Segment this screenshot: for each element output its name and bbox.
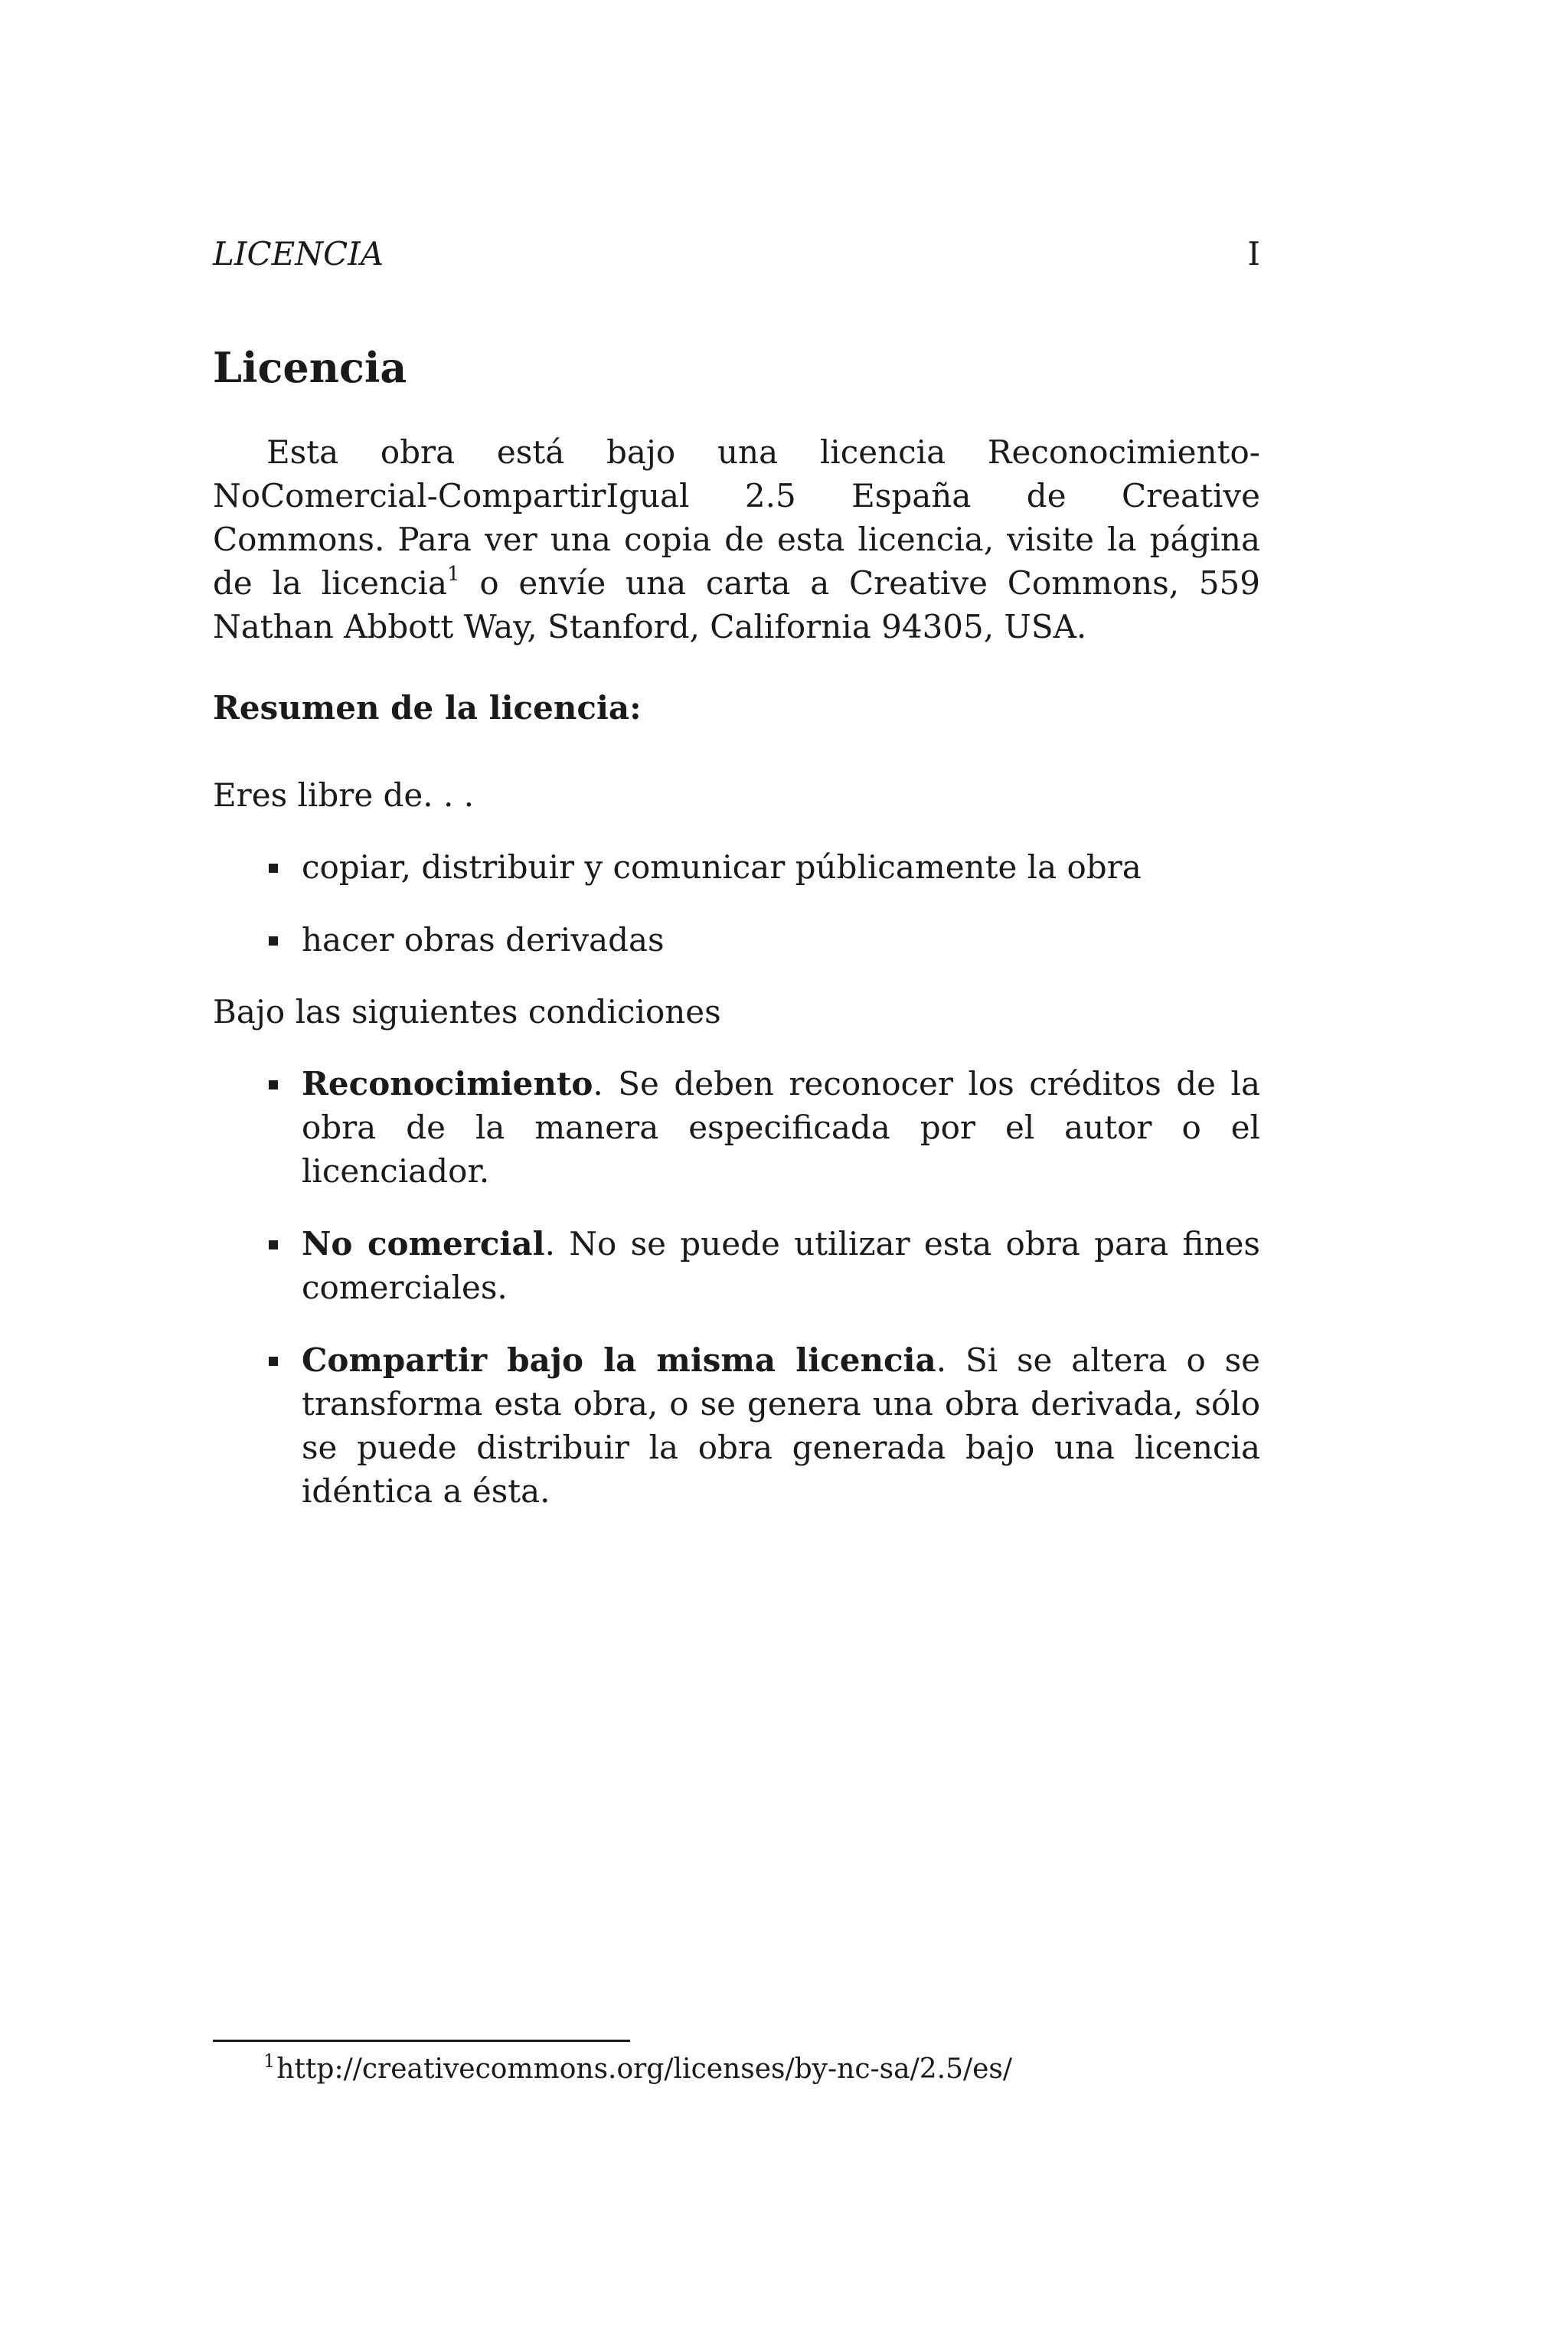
footnote-link[interactable]: http://creativecommons.org/licenses/by-nc-sa/2.5/es/ (276, 2053, 1013, 2085)
list-item (213, 1338, 1260, 1513)
running-head (213, 231, 1260, 277)
condition-text: . No se puede utilizar esta obra para fines comerciales. (302, 1225, 1260, 1306)
conditions-intro: Bajo las siguientes condiciones (213, 993, 721, 1031)
condition-text: . Si se altera o se transforma esta obra, o se genera una obra derivada, sólo se puede distribuir la obra generada bajo una licencia idéntica a ésta. (302, 1341, 1260, 1510)
conditions-list (213, 1062, 1260, 1513)
chapter-title: Licencia (213, 343, 407, 392)
footnote (263, 2049, 1012, 2090)
bullet-icon (269, 1240, 278, 1250)
list-item-text: copiar, distribuir y comunicar públicamente la obra (302, 848, 1142, 886)
section-title: Resumen de la licencia: (213, 689, 642, 727)
free-intro: Eres libre de. . . (213, 776, 475, 814)
footnote-mark: 1 (263, 2050, 276, 2072)
list-item (213, 1222, 1260, 1309)
list-item (213, 918, 1260, 962)
page-number: I (1247, 235, 1260, 273)
list-item (213, 1062, 1260, 1193)
bullet-icon (269, 1357, 278, 1366)
condition-text: . Se deben reconocer los créditos de la obra de la manera especificada por el autor o el licenciador. (302, 1065, 1260, 1190)
list-item (213, 845, 1260, 889)
bullet-icon (269, 1080, 278, 1089)
footnote-rule (213, 2040, 630, 2042)
freedoms-list (213, 845, 1260, 962)
list-item-text: hacer obras derivadas (302, 921, 665, 959)
condition-term: Reconocimiento (302, 1065, 593, 1102)
condition-term: No comercial (302, 1225, 545, 1263)
intro-paragraph (213, 430, 1260, 648)
intro-text: Esta obra está bajo una licencia Reconocimiento-NoComercial-CompartirIgual 2.5 España de Creative Commons. Para ver una copia de esta licencia, visite la página de la licencia (213, 433, 1260, 602)
intro-text-continued: o envíe una carta a Creative Commons, 559 Nathan Abbott Way, Stanford, California 94305, USA. (213, 564, 1261, 645)
bullet-icon (269, 936, 278, 946)
bullet-icon (269, 864, 278, 873)
running-head-title: LICENCIA (213, 235, 384, 273)
footnote-reference[interactable]: 1 (447, 563, 460, 586)
condition-term: Compartir bajo la misma licencia (302, 1341, 936, 1379)
